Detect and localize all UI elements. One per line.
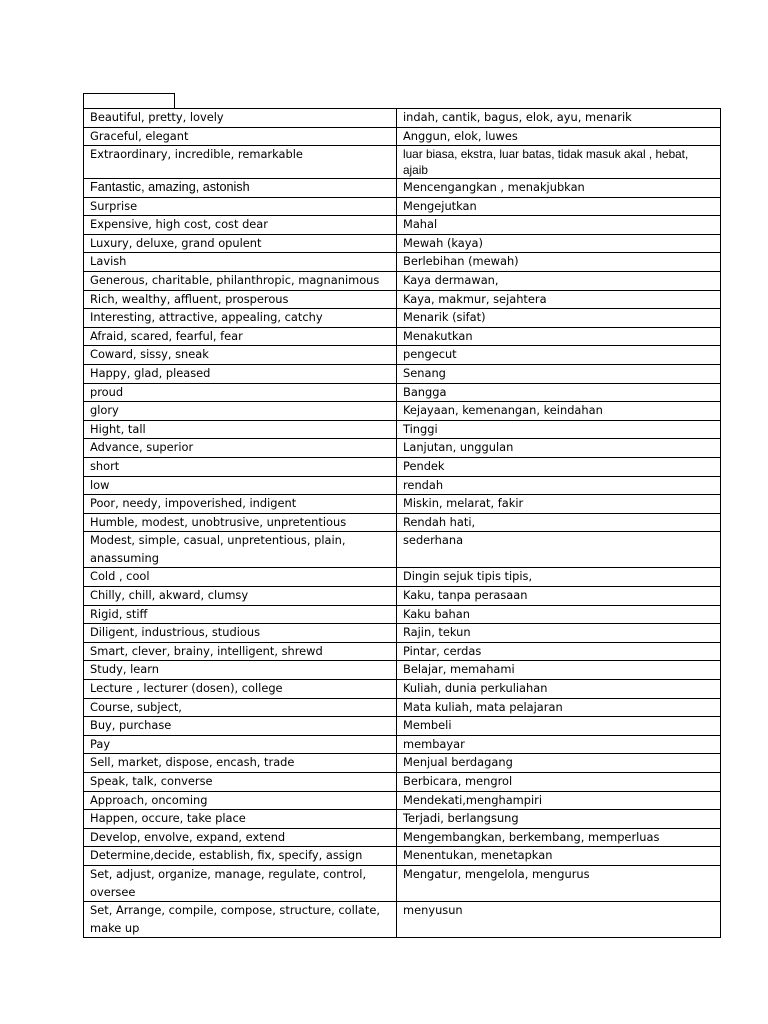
table-row — [84, 383, 721, 402]
english-cell: Course, subject, — [84, 698, 397, 717]
english-cell: Generous, charitable, philanthropic, magnanimous — [84, 271, 397, 290]
english-cell: Diligent, industrious, studious — [84, 624, 397, 643]
english-cell: Buy, purchase — [84, 717, 397, 736]
indonesian-cell: Senang — [397, 364, 721, 383]
english-cell: Interesting, attractive, appealing, catchy — [84, 309, 397, 328]
table-row — [84, 179, 721, 198]
indonesian-cell: Pendek — [397, 457, 721, 476]
indonesian-cell: Mahal — [397, 216, 721, 235]
table-row — [84, 605, 721, 624]
table-row — [84, 346, 721, 365]
english-cell: Poor, needy, impoverished, indigent — [84, 495, 397, 514]
table-row — [84, 402, 721, 421]
table-row — [84, 513, 721, 532]
english-cell: Lavish — [84, 253, 397, 272]
table-row — [84, 624, 721, 643]
english-cell: Humble, modest, unobtrusive, unpretentious — [84, 513, 397, 532]
table-row — [84, 234, 721, 253]
vocabulary-table — [83, 108, 721, 938]
indonesian-cell: luar biasa, ekstra, luar batas, tidak masuk akal , hebat, ajaib — [397, 146, 721, 179]
table-row — [84, 309, 721, 328]
english-cell: Surprise — [84, 197, 397, 216]
table-row — [84, 457, 721, 476]
indonesian-cell: Rendah hati, — [397, 513, 721, 532]
english-cell: Approach, oncoming — [84, 791, 397, 810]
table-row — [84, 791, 721, 810]
indonesian-cell: pengecut — [397, 346, 721, 365]
indonesian-cell: indah, cantik, bagus, elok, ayu, menarik — [397, 109, 721, 128]
english-cell: Modest, simple, casual, unpretentious, plain, anassuming — [84, 532, 397, 568]
table-row — [84, 420, 721, 439]
english-cell: Rigid, stiff — [84, 605, 397, 624]
indonesian-cell: Anggun, elok, luwes — [397, 127, 721, 146]
english-cell: Study, learn — [84, 661, 397, 680]
indonesian-cell: Rajin, tekun — [397, 624, 721, 643]
indonesian-cell: Mewah (kaya) — [397, 234, 721, 253]
indonesian-cell: Berbicara, mengrol — [397, 773, 721, 792]
english-cell: low — [84, 476, 397, 495]
table-row — [84, 109, 721, 128]
english-cell: Afraid, scared, fearful, fear — [84, 327, 397, 346]
table-row — [84, 698, 721, 717]
table-row — [84, 810, 721, 829]
english-cell: glory — [84, 402, 397, 421]
table-row — [84, 127, 721, 146]
indonesian-cell: menyusun — [397, 902, 721, 938]
indonesian-cell: Lanjutan, unggulan — [397, 439, 721, 458]
indonesian-cell: sederhana — [397, 532, 721, 568]
indonesian-cell: Mencengangkan , menakjubkan — [397, 179, 721, 198]
english-cell: Lecture , lecturer (dosen), college — [84, 680, 397, 699]
indonesian-cell: Membeli — [397, 717, 721, 736]
table-row — [84, 642, 721, 661]
table-row — [84, 865, 721, 901]
indonesian-cell: Terjadi, berlangsung — [397, 810, 721, 829]
table-row — [84, 439, 721, 458]
english-cell: Set, Arrange, compile, compose, structure, collate, make up — [84, 902, 397, 938]
table-row — [84, 847, 721, 866]
table-row — [84, 364, 721, 383]
indonesian-cell: rendah — [397, 476, 721, 495]
english-cell: Sell, market, dispose, encash, trade — [84, 754, 397, 773]
indonesian-cell: Mendekati,menghampiri — [397, 791, 721, 810]
indonesian-cell: Kaku, tanpa perasaan — [397, 587, 721, 606]
vocabulary-table-body — [84, 109, 721, 938]
table-row — [84, 271, 721, 290]
indonesian-cell: membayar — [397, 735, 721, 754]
english-cell: Hight, tall — [84, 420, 397, 439]
table-row — [84, 327, 721, 346]
table-row — [84, 146, 721, 179]
english-cell: Coward, sissy, sneak — [84, 346, 397, 365]
indonesian-cell: Menjual berdagang — [397, 754, 721, 773]
indonesian-cell: Bangga — [397, 383, 721, 402]
indonesian-cell: Kaku bahan — [397, 605, 721, 624]
table-row — [84, 717, 721, 736]
indonesian-cell: Pintar, cerdas — [397, 642, 721, 661]
indonesian-cell: Mengembangkan, berkembang, memperluas — [397, 828, 721, 847]
table-row — [84, 828, 721, 847]
english-cell: Beautiful, pretty, lovely — [84, 109, 397, 128]
english-cell: Extraordinary, incredible, remarkable — [84, 146, 397, 179]
table-row — [84, 902, 721, 938]
english-cell: Determine,decide, establish, fix, specify, assign — [84, 847, 397, 866]
indonesian-cell: Mata kuliah, mata pelajaran — [397, 698, 721, 717]
table-row — [84, 773, 721, 792]
english-cell: Cold , cool — [84, 568, 397, 587]
english-cell: Graceful, elegant — [84, 127, 397, 146]
english-cell: Pay — [84, 735, 397, 754]
table-row — [84, 476, 721, 495]
english-cell: Set, adjust, organize, manage, regulate, control, oversee — [84, 865, 397, 901]
indonesian-cell: Berlebihan (mewah) — [397, 253, 721, 272]
table-row — [84, 216, 721, 235]
english-cell: Fantastic, amazing, astonish — [84, 179, 397, 198]
indonesian-cell: Kejayaan, kemenangan, keindahan — [397, 402, 721, 421]
english-cell: Smart, clever, brainy, intelligent, shrewd — [84, 642, 397, 661]
english-cell: Speak, talk, converse — [84, 773, 397, 792]
table-row — [84, 253, 721, 272]
table-row — [84, 735, 721, 754]
english-cell: Happy, glad, pleased — [84, 364, 397, 383]
indonesian-cell: Mengejutkan — [397, 197, 721, 216]
table-row — [84, 754, 721, 773]
english-cell: proud — [84, 383, 397, 402]
english-cell: Happen, occure, take place — [84, 810, 397, 829]
indonesian-cell: Kaya, makmur, sejahtera — [397, 290, 721, 309]
indonesian-cell: Mengatur, mengelola, mengurus — [397, 865, 721, 901]
indonesian-cell: Kuliah, dunia perkuliahan — [397, 680, 721, 699]
english-cell: short — [84, 457, 397, 476]
indonesian-cell: Dingin sejuk tipis tipis, — [397, 568, 721, 587]
indonesian-cell: Kaya dermawan, — [397, 271, 721, 290]
table-row — [84, 290, 721, 309]
english-cell: Develop, envolve, expand, extend — [84, 828, 397, 847]
english-cell: Advance, superior — [84, 439, 397, 458]
english-cell: Rich, wealthy, affluent, prosperous — [84, 290, 397, 309]
english-cell: Chilly, chill, akward, clumsy — [84, 587, 397, 606]
indonesian-cell: Menakutkan — [397, 327, 721, 346]
indonesian-cell: Menarik (sifat) — [397, 309, 721, 328]
english-cell: Luxury, deluxe, grand opulent — [84, 234, 397, 253]
table-row — [84, 532, 721, 568]
table-row — [84, 680, 721, 699]
indonesian-cell: Miskin, melarat, fakir — [397, 495, 721, 514]
indonesian-cell: Belajar, memahami — [397, 661, 721, 680]
table-row — [84, 568, 721, 587]
indonesian-cell: Menentukan, menetapkan — [397, 847, 721, 866]
table-row — [84, 495, 721, 514]
indonesian-cell: Tinggi — [397, 420, 721, 439]
table-row — [84, 661, 721, 680]
english-cell: Expensive, high cost, cost dear — [84, 216, 397, 235]
empty-header-tab — [83, 93, 175, 108]
table-row — [84, 197, 721, 216]
table-row — [84, 587, 721, 606]
